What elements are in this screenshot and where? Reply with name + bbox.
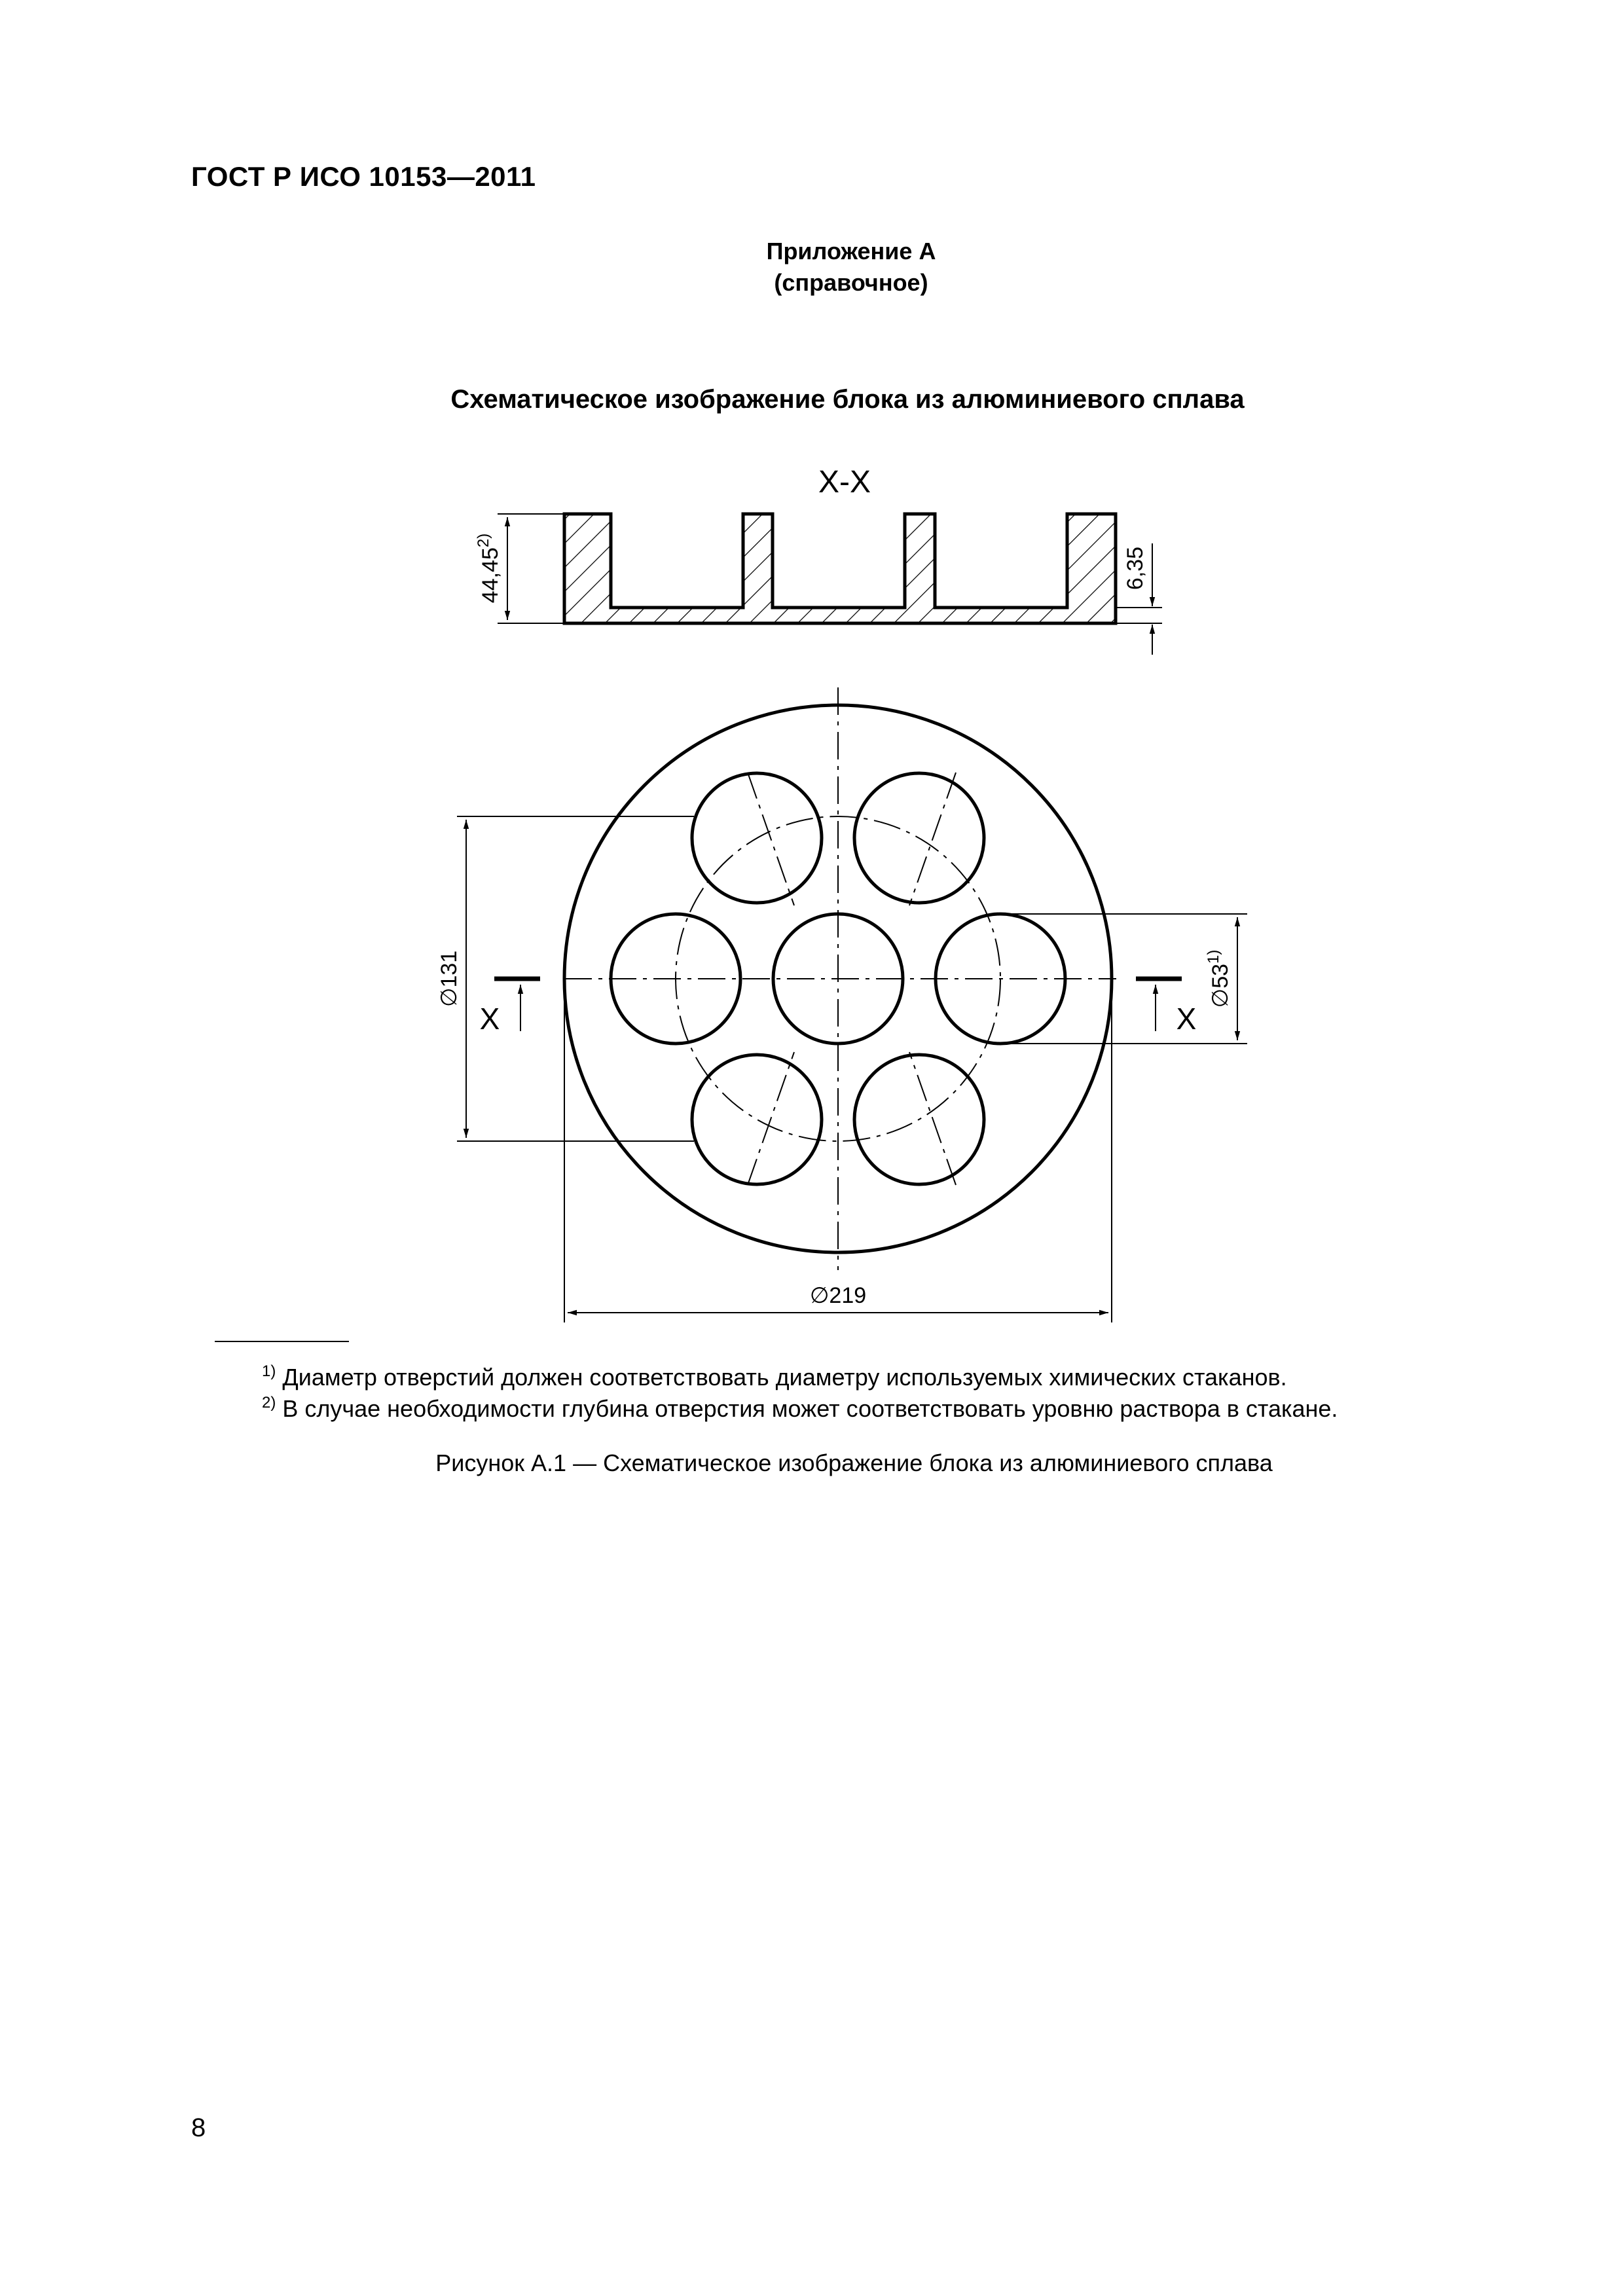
footnote-1-text: Диаметр отверстий должен соответствовать диаметру используемых химических стаканов. — [282, 1364, 1287, 1391]
height-dimension-value: 44,45 — [478, 547, 503, 604]
cut-label-right: X — [1176, 1002, 1197, 1036]
bottom-thickness-dimension — [1116, 543, 1162, 655]
center-lines — [564, 687, 1116, 1270]
section-title: Схематическое изображение блока из алюминиевого сплава — [450, 385, 1245, 414]
svg-text:44,452) — [475, 534, 503, 603]
footnote-2-text: В случае необходимости глубина отверстия может соответствовать уровню раствора в стакане. — [282, 1395, 1338, 1422]
hole-diameter-footnote: 1) — [1205, 949, 1222, 964]
cut-marker-right — [1136, 979, 1196, 1036]
figure-caption: Рисунок А.1 — Схематическое изображение блока из алюминиевого сплава — [435, 1449, 1273, 1476]
section-label: X-X — [818, 465, 871, 500]
cut-marker-left — [480, 979, 540, 1036]
appendix-kind: (справочное) — [774, 269, 928, 296]
footnote-separator — [215, 1341, 349, 1342]
height-dimension — [475, 514, 564, 623]
bottom-thickness-value: 6,35 — [1123, 546, 1148, 591]
hole-bottom-left — [692, 1055, 822, 1184]
appendix-title: Приложение А — [766, 238, 936, 264]
document-header: ГОСТ Р ИСО 10153—2011 — [191, 161, 536, 192]
footnote-1 — [262, 1362, 1287, 1393]
hole-diameter-value: ∅53 — [1208, 963, 1233, 1008]
hole-diameter-dimension — [1000, 914, 1247, 1044]
section-view — [564, 514, 1116, 623]
footnote-2 — [262, 1393, 1338, 1425]
height-dimension-footnote: 2) — [475, 533, 492, 548]
footnote-1-mark: 1) — [262, 1362, 276, 1380]
svg-text:∅531) — [1205, 950, 1233, 1008]
page-number: 8 — [191, 2113, 206, 2142]
outer-diameter-value: ∅219 — [809, 1283, 867, 1308]
pitch-diameter-value: ∅131 — [437, 950, 462, 1008]
footnote-2-mark: 2) — [262, 1394, 276, 1412]
cut-label-left: X — [479, 1002, 500, 1036]
